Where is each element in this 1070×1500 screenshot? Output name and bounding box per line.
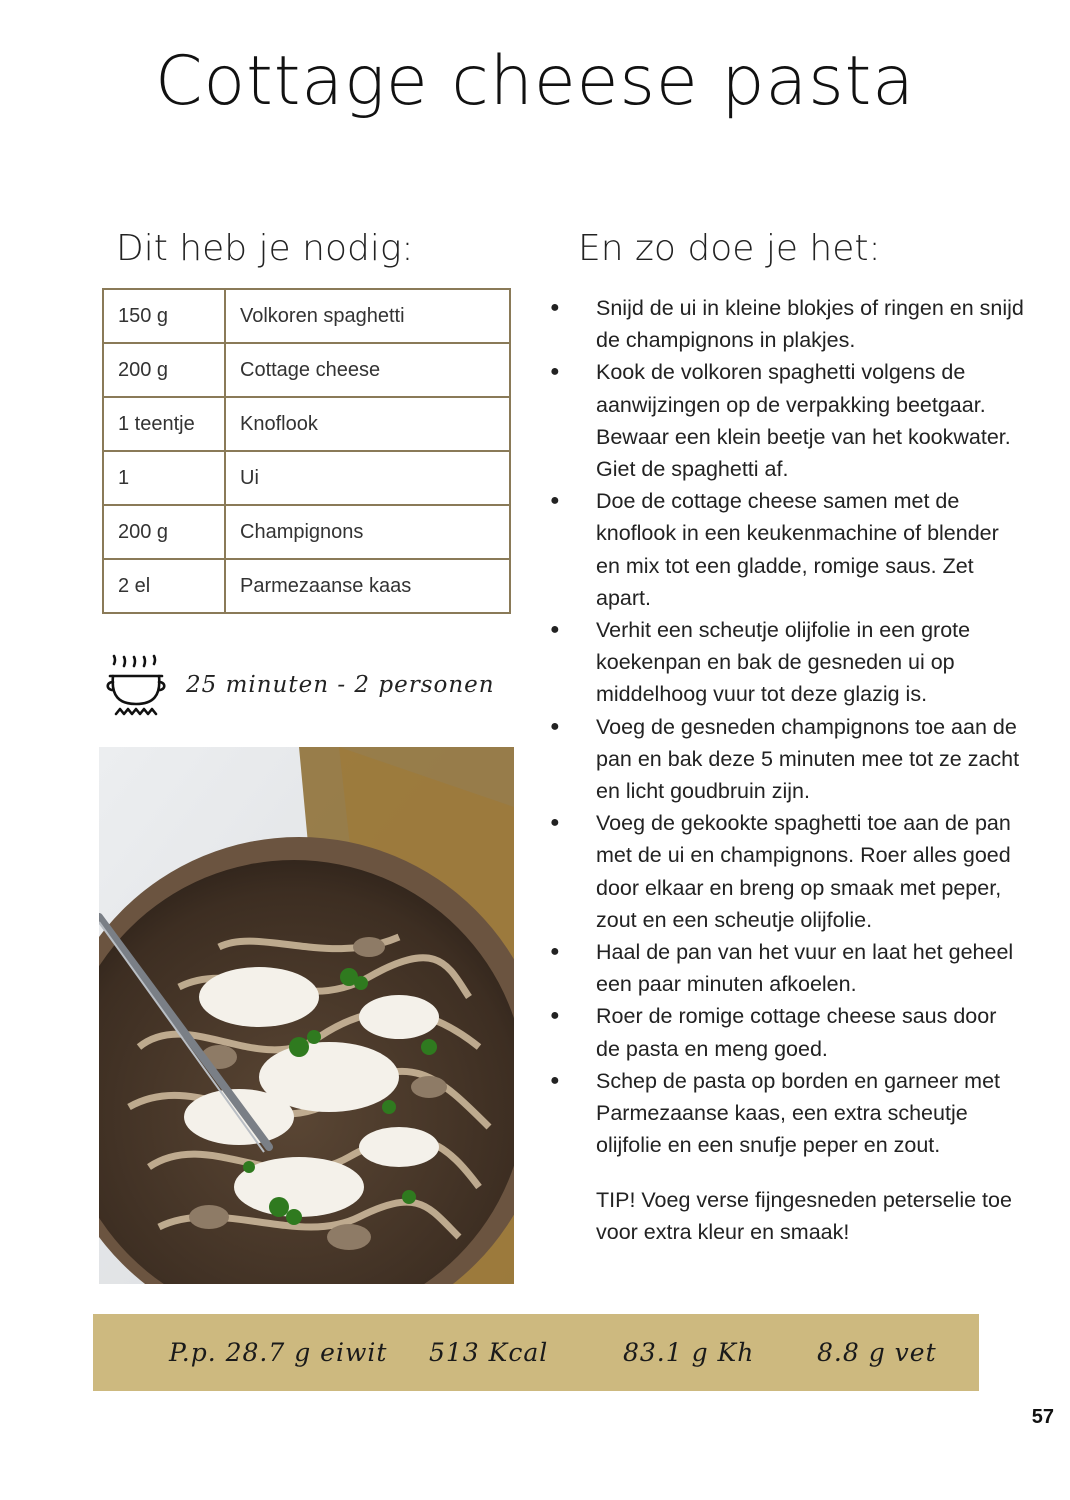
ingredient-quantity: 1 <box>103 451 225 505</box>
instruction-step <box>546 485 1026 614</box>
bullet-icon: ● <box>550 814 560 832</box>
step-text: Schep de pasta op borden en garneer met Parmezaanse kaas, een extra scheutje olijfolie en een snufje peper en zout. <box>596 1068 1001 1158</box>
ingredient-quantity: 150 g <box>103 289 225 343</box>
ingredient-row <box>103 451 510 505</box>
ingredient-name: Volkoren spaghetti <box>225 289 510 343</box>
pasta-photo <box>99 747 514 1284</box>
instruction-step <box>546 1065 1026 1162</box>
step-text: Roer de romige cottage cheese saus door de pasta en meng goed. <box>596 1004 997 1061</box>
nutrition-protein: P.p. 28.7 g eiwit <box>169 1338 388 1367</box>
instruction-step <box>546 936 1026 1000</box>
time-servings-text: 25 minuten - 2 personen <box>186 672 495 698</box>
step-text: Doe de cottage cheese samen met de knoflook in een keukenmachine of blender en mix tot een gladde, romige saus. Zet apart. <box>596 489 999 610</box>
ingredient-quantity: 1 teentje <box>103 397 225 451</box>
nutrition-carbs: 83.1 g Kh <box>623 1338 755 1367</box>
bullet-icon: ● <box>550 299 560 316</box>
instruction-steps <box>546 292 1026 1161</box>
ingredient-quantity: 200 g <box>103 505 225 559</box>
bullet-icon: ● <box>550 717 560 735</box>
ingredient-quantity: 2 el <box>103 559 225 613</box>
ingredient-row <box>103 343 510 397</box>
bullet-icon: ● <box>550 363 560 381</box>
tip-text: TIP! Voeg verse fijngesneden peterselie toe voor extra kleur en smaak! <box>596 1188 1012 1245</box>
bullet-icon: ● <box>550 1007 560 1025</box>
step-text: Voeg de gekookte spaghetti toe aan de pan met de ui en champignons. Roer alles goed door elkaar en breng op smaak met peper, zout en een scheutje olijfolie. <box>596 811 1011 932</box>
ingredient-name: Ui <box>225 451 510 505</box>
bullet-icon: ● <box>550 1071 560 1089</box>
ingredient-row <box>103 559 510 613</box>
instruction-step <box>546 1000 1026 1064</box>
instruction-step <box>546 711 1026 808</box>
ingredient-name: Knoflook <box>225 397 510 451</box>
step-text: Voeg de gesneden champignons toe aan de pan en bak deze 5 minuten mee tot ze zacht en licht goudbruin zijn. <box>596 714 1020 804</box>
ingredient-row <box>103 289 510 343</box>
nutrition-fat: 8.8 g vet <box>817 1338 937 1367</box>
nutrition-kcal: 513 Kcal <box>429 1338 549 1367</box>
step-text: Verhit een scheutje olijfolie in een grote koekenpan en bak de gesneden ui op middelhoog vuur tot deze glazig is. <box>596 618 971 707</box>
bullet-icon: ● <box>550 621 560 639</box>
page-number: 57 <box>1031 1406 1054 1428</box>
instruction-step <box>546 614 1026 711</box>
instruction-step <box>546 356 1026 485</box>
instructions-heading: En zo doe je het: <box>578 228 881 269</box>
ingredients-heading: Dit heb je nodig: <box>116 228 414 269</box>
bullet-icon: ● <box>550 943 560 961</box>
ingredient-row <box>103 397 510 451</box>
instruction-step <box>546 807 1026 936</box>
ingredients-table <box>102 288 511 614</box>
step-text: Snijd de ui in kleine blokjes of ringen en snijd de champignons in plakjes. <box>596 296 1024 353</box>
step-text: Kook de volkoren spaghetti volgens de aanwijzingen op de verpakking beetgaar. Bewaar een klein beetje van het kookwater. Giet de spaghetti af. <box>596 360 1011 482</box>
cooking-pot-icon <box>104 654 172 718</box>
ingredient-row <box>103 505 510 559</box>
step-text: Haal de pan van het vuur en laat het geheel een paar minuten afkoelen. <box>596 940 1014 997</box>
ingredient-quantity: 200 g <box>103 343 225 397</box>
ingredient-name: Cottage cheese <box>225 343 510 397</box>
ingredient-name: Champignons <box>225 505 510 559</box>
ingredient-name: Parmezaanse kaas <box>225 559 510 613</box>
time-servings-row <box>104 654 524 718</box>
page-title: Cottage cheese pasta <box>155 42 915 121</box>
nutrition-band <box>93 1314 979 1391</box>
instruction-step <box>546 292 1026 356</box>
bullet-icon: ● <box>550 492 560 510</box>
